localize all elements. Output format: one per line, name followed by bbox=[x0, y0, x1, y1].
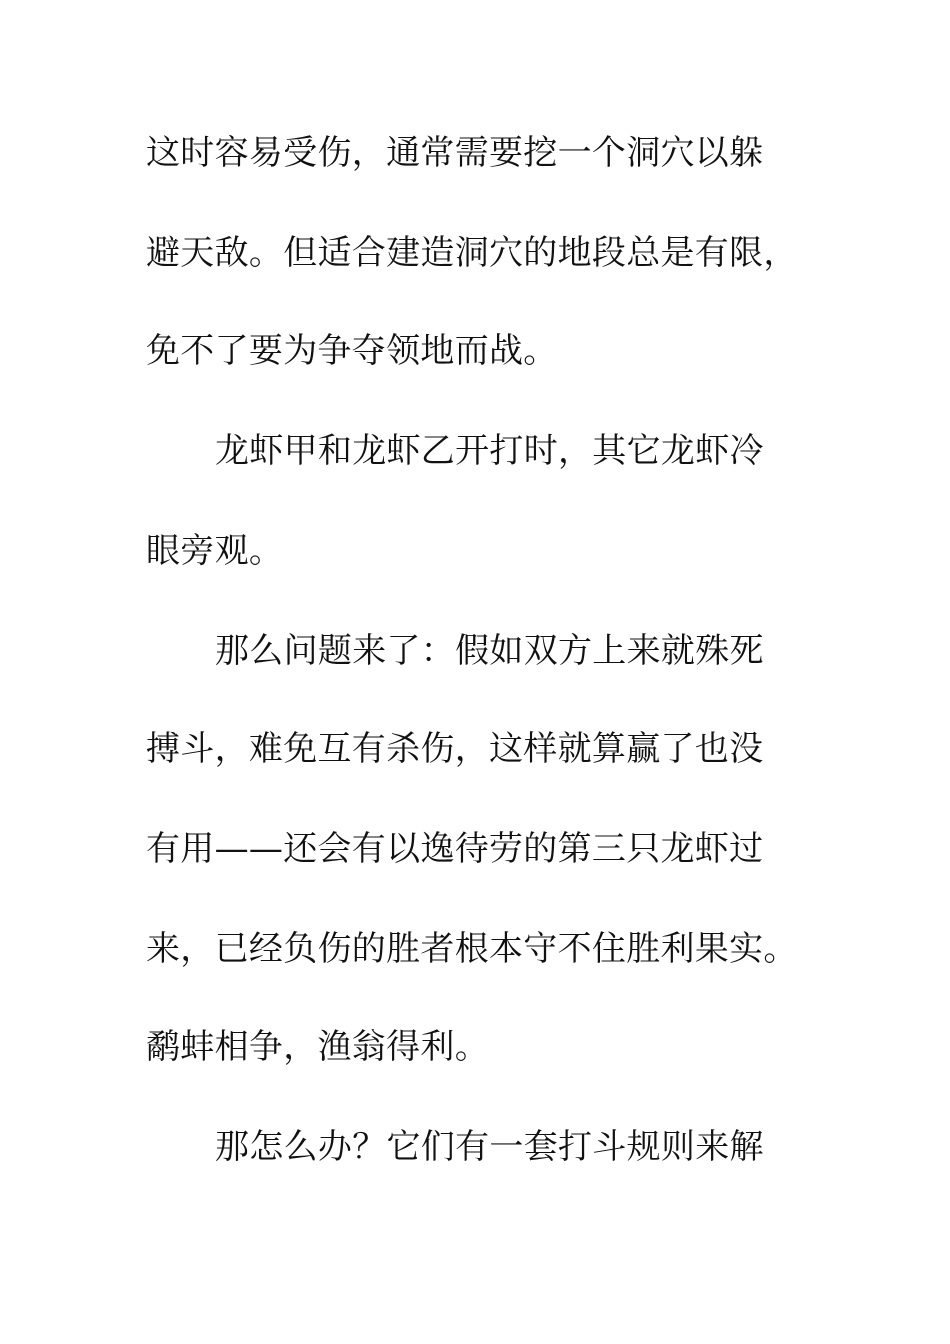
text-line: 搏斗，难免互有杀伤，这样就算赢了也没 bbox=[146, 729, 764, 769]
text-line: 这时容易受伤，通常需要挖一个洞穴以躲 bbox=[146, 133, 764, 173]
text-line: 避天敌。但适合建造洞穴的地段总是有限， bbox=[146, 233, 798, 273]
text-line: 鹬蚌相争，渔翁得利。 bbox=[146, 1027, 489, 1067]
paragraph-start-line: 那怎么办？它们有一套打斗规则来解 bbox=[215, 1127, 764, 1167]
paragraph-start-line: 龙虾甲和龙虾乙开打时，其它龙虾冷 bbox=[215, 431, 764, 471]
text-line: 免不了要为争夺领地而战。 bbox=[146, 331, 558, 371]
text-line: 来，已经负伤的胜者根本守不住胜利果实。 bbox=[146, 929, 798, 969]
text-line: 有用——还会有以逸待劳的第三只龙虾过 bbox=[146, 829, 764, 869]
paragraph-start-line: 那么问题来了：假如双方上来就殊死 bbox=[215, 631, 764, 671]
text-line: 眼旁观。 bbox=[146, 531, 284, 571]
